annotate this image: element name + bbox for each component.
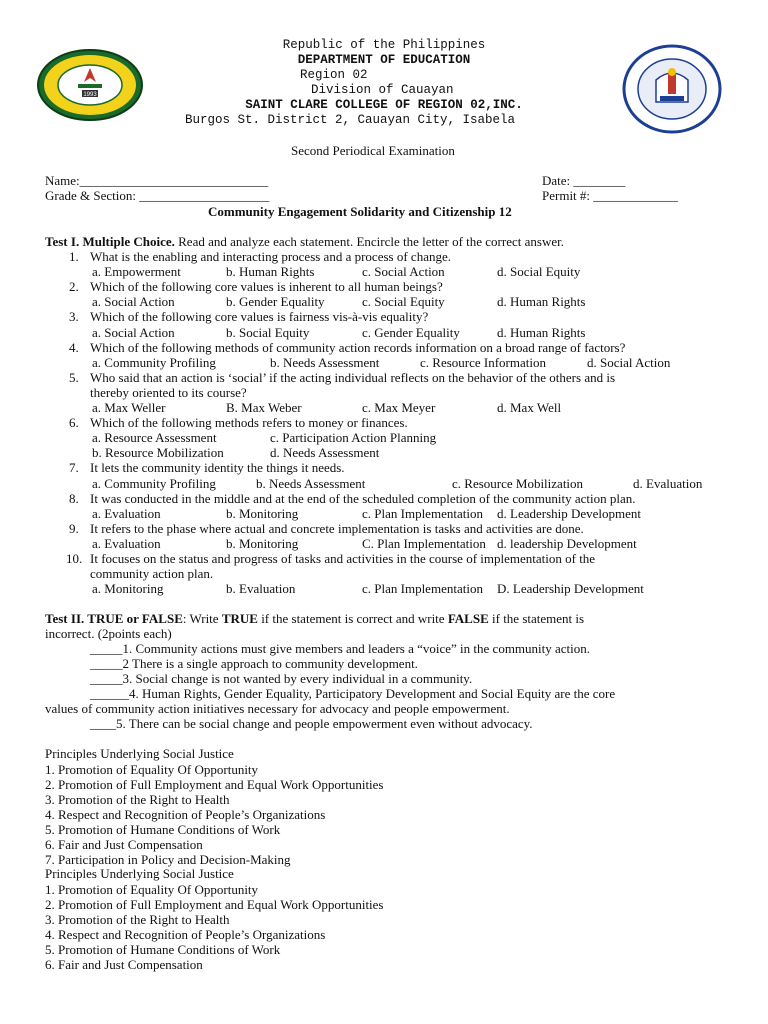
answer-choice[interactable]: b. Evaluation	[226, 581, 296, 597]
test2-item: _____3. Social change is not wanted by every individual in a community.	[90, 671, 473, 686]
question-number: 7.	[69, 460, 79, 476]
answer-choice[interactable]: B. Max Weber	[226, 400, 302, 415]
answer-choice[interactable]: a. Empowerment	[92, 264, 181, 280]
answer-choice[interactable]: a. Community Profiling	[92, 475, 216, 491]
principles-heading-repeat: Principles Underlying Social Justice	[45, 866, 234, 881]
answer-choice[interactable]: d. Needs Assessment	[270, 445, 380, 461]
answer-choice[interactable]: d. Max Well	[497, 400, 562, 415]
test1-heading	[45, 234, 564, 250]
test2-false-word: FALSE	[447, 611, 489, 626]
question-text: Which of the following core values is inherent to all human beings?	[90, 279, 443, 295]
answer-choice[interactable]: c. Plan Implementation	[362, 505, 483, 521]
principle-item: 7. Participation in Policy and Decision-Making	[45, 852, 291, 867]
question-text: It focuses on the status and progress of tasks and activities in the course of implementation of the	[90, 551, 596, 566]
subject-title: Community Engagement Solidarity and Citizenship 12	[208, 204, 512, 219]
question-number: 8.	[69, 490, 79, 506]
principle-item: 2. Promotion of Full Employment and Equal Work Opportunities	[45, 897, 384, 912]
question-text: It refers to the phase where actual and concrete implementation is tasks and activities are done.	[90, 520, 584, 536]
header-region: Region 02	[300, 68, 368, 82]
test2-item: ______4. Human Rights, Gender Equality, Participatory Development and Social Equity are the core	[90, 686, 616, 701]
question-number: 9.	[69, 520, 79, 536]
answer-choice[interactable]: a. Resource Assessment	[92, 430, 217, 446]
answer-choice[interactable]: a. Social Action	[92, 324, 175, 340]
answer-choice[interactable]: D. Leadership Development	[497, 581, 644, 597]
question-text: It lets the community identity the things it needs.	[90, 460, 345, 476]
test2-item: _____2 There is a single approach to community development.	[90, 656, 418, 671]
principle-item: 3. Promotion of the Right to Health	[45, 792, 230, 807]
question-text: Which of the following methods of community action records information on a broad range of factors?	[90, 339, 626, 355]
answer-choice[interactable]: d. Social Equity	[497, 264, 581, 280]
question-number: 5.	[69, 369, 79, 385]
principle-item: 1. Promotion of Equality Of Opportunity	[45, 882, 259, 897]
test2-true-word: TRUE	[221, 611, 258, 626]
answer-choice[interactable]: a. Evaluation	[92, 505, 161, 521]
grade-section-field: Grade & Section: ____________________	[45, 188, 270, 203]
answer-choice[interactable]: a. Evaluation	[92, 535, 161, 551]
name-field: Name:_____________________________	[45, 173, 269, 188]
question-text: community action plan.	[90, 566, 214, 582]
answer-choice[interactable]: d. leadership Development	[497, 535, 637, 551]
question-text: thereby oriented to its course?	[90, 384, 247, 400]
answer-choice[interactable]: c. Social Equity	[362, 294, 445, 310]
answer-choice[interactable]: a. Community Profiling	[92, 354, 216, 370]
principle-item: 2. Promotion of Full Employment and Equal Work Opportunities	[45, 777, 384, 792]
header-republic: Republic of the Philippines	[282, 38, 486, 52]
logo-year-text: 1993	[83, 92, 97, 98]
header-department: DEPARTMENT OF EDUCATION	[297, 53, 471, 67]
answer-choice[interactable]: b. Needs Assessment	[270, 354, 380, 370]
answer-choice[interactable]: c. Social Action	[362, 264, 445, 280]
question-text: Which of the following core values is fairness vis-à-vis equality?	[90, 309, 429, 325]
answer-choice[interactable]: d. Human Rights	[497, 294, 586, 310]
answer-choice[interactable]: d. Human Rights	[497, 324, 586, 340]
answer-choice[interactable]: b. Gender Equality	[226, 294, 325, 310]
principles-heading: Principles Underlying Social Justice	[45, 746, 234, 761]
header-school-name: SAINT CLARE COLLEGE OF REGION 02,INC.	[245, 98, 523, 112]
principle-item: 3. Promotion of the Right to Health	[45, 912, 230, 927]
test2-item: ____5. There can be social change and people empowerment even without advocacy.	[90, 716, 533, 731]
question-number: 10.	[66, 551, 83, 566]
question-number: 4.	[69, 339, 79, 355]
principle-item: 6. Fair and Just Compensation	[45, 837, 203, 852]
date-field: Date: ________	[542, 173, 626, 188]
answer-choice[interactable]: c. Resource Information	[420, 354, 546, 370]
test1-instruction: Read and analyze each statement. Encircle the letter of the correct answer.	[174, 234, 564, 249]
header-division: Division of Cauayan	[311, 83, 454, 97]
answer-choice[interactable]: d. Leadership Development	[497, 505, 642, 521]
answer-choice[interactable]: a. Social Action	[92, 294, 175, 310]
test2-item: _____1. Community actions must give members and leaders a “voice” in the community action.	[90, 641, 591, 656]
answer-choice[interactable]: d. Social Action	[587, 354, 671, 370]
principle-item: 4. Respect and Recognition of People’s Organizations	[45, 807, 326, 822]
answer-choice[interactable]: b. Monitoring	[226, 505, 299, 521]
test2-title: Test II. TRUE or FALSE	[45, 611, 183, 626]
answer-choice[interactable]: b. Human Rights	[226, 264, 315, 280]
answer-choice[interactable]: c. Resource Mobilization	[452, 475, 584, 491]
principle-item: 4. Respect and Recognition of People’s Organizations	[45, 927, 326, 942]
principle-item: 5. Promotion of Humane Conditions of Work	[45, 942, 281, 957]
question-text: Which of the following methods refers to money or finances.	[90, 415, 408, 431]
principle-item: 1. Promotion of Equality Of Opportunity	[45, 762, 259, 777]
answer-choice[interactable]: b. Monitoring	[226, 535, 299, 551]
answer-choice[interactable]: b. Social Equity	[226, 324, 310, 340]
question-text: What is the enabling and interacting process and a process of change.	[90, 249, 451, 264]
principle-item: 5. Promotion of Humane Conditions of Work	[45, 822, 281, 837]
question-number: 2.	[69, 279, 79, 295]
principle-item: 6. Fair and Just Compensation	[45, 957, 203, 972]
answer-choice[interactable]: C. Plan Implementation	[362, 535, 486, 551]
answer-choice[interactable]: c. Plan Implementation	[362, 581, 483, 597]
permit-field: Permit #: _____________	[542, 188, 678, 203]
answer-choice[interactable]: b. Resource Mobilization	[92, 445, 224, 461]
test2-instruction-a: : Write	[182, 611, 222, 626]
header-address: Burgos St. District 2, Cauayan City, Isabela	[185, 113, 516, 127]
test2-instruction-c: if the statement is	[488, 611, 585, 626]
question-number: 3.	[69, 309, 79, 325]
test2-instruction-b: if the statement is correct and write	[257, 611, 448, 626]
answer-choice[interactable]: c. Max Meyer	[362, 400, 436, 415]
answer-choice[interactable]: a. Max Weller	[92, 400, 166, 415]
answer-choice[interactable]: d. Evaluation	[633, 475, 703, 491]
question-text: Who said that an action is ‘social’ if the acting individual reflects on the behavior of the others and is	[90, 369, 616, 385]
test2-heading	[45, 611, 584, 627]
exam-title: Second Periodical Examination	[291, 143, 455, 158]
test2-item-continuation: values of community action initiatives necessary for advocacy and people empowerment.	[45, 701, 510, 716]
test1-title: Test I. Multiple Choice.	[45, 234, 175, 249]
answer-choice[interactable]: a. Monitoring	[92, 581, 164, 597]
question-number: 1.	[69, 249, 79, 264]
test2-instruction-line2: incorrect. (2points each)	[45, 626, 172, 641]
answer-choice[interactable]: c. Participation Action Planning	[270, 430, 437, 446]
question-text: It was conducted in the middle and at the end of the scheduled completion of the community action plan.	[90, 490, 636, 506]
answer-choice[interactable]: c. Gender Equality	[362, 324, 460, 340]
answer-choice[interactable]: b. Needs Assessment	[256, 475, 366, 491]
question-number: 6.	[69, 415, 79, 431]
